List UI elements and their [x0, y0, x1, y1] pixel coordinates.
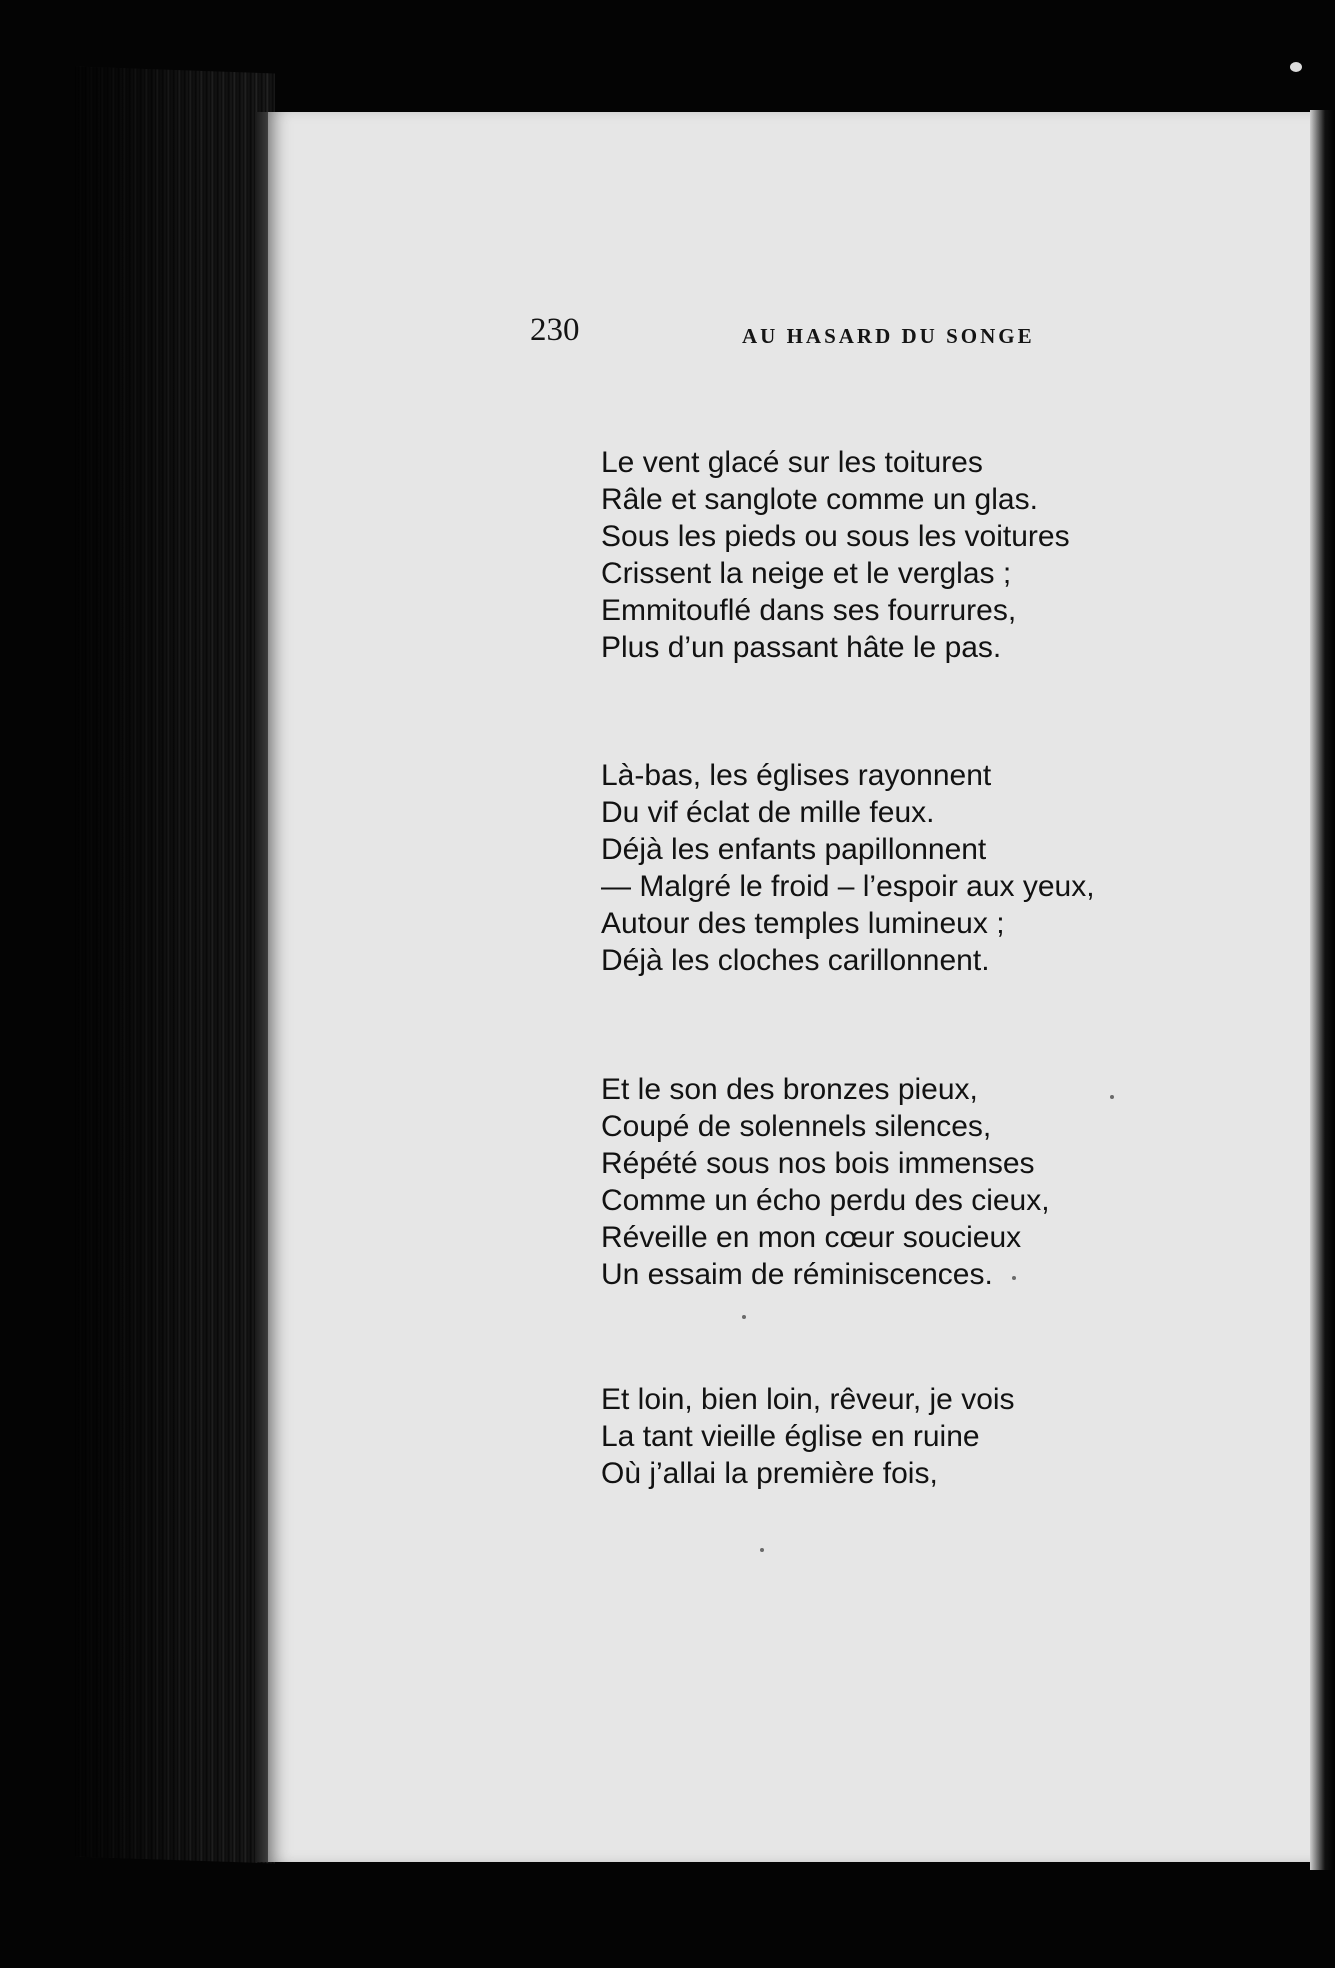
stanza-3 — [601, 1071, 1050, 1293]
page-right-edge — [1310, 110, 1335, 1870]
verse-line: Crissent la neige et le verglas ; — [601, 557, 1012, 590]
verse-line: Répété sous nos bois immenses — [601, 1147, 1035, 1180]
verse-line: Le vent glacé sur les toitures — [601, 446, 983, 479]
book-page-edges — [75, 67, 275, 1864]
page-number: 230 — [530, 312, 580, 348]
verse-line: Emmitouflé dans ses fourrures, — [601, 594, 1017, 627]
verse-line: Un essaim de réminiscences. — [601, 1258, 993, 1291]
verse-line: Coupé de solennels silences, — [601, 1110, 992, 1143]
dust-speck — [760, 1548, 764, 1552]
verse-line: Là-bas, les églises rayonnent — [601, 759, 992, 792]
verse-line: Du vif éclat de mille feux. — [601, 796, 935, 829]
stanza-2 — [601, 757, 1095, 979]
verse-line: Où j’allai la première fois, — [601, 1457, 938, 1490]
verse-line: Et le son des bronzes pieux, — [601, 1073, 978, 1106]
verse-line: Comme un écho perdu des cieux, — [601, 1184, 1050, 1217]
dust-speck — [1012, 1276, 1016, 1280]
verse-line: Déjà les enfants papillonnent — [601, 833, 987, 866]
verse-line: Râle et sanglote comme un glas. — [601, 483, 1038, 516]
verse-line: Déjà les cloches carillonnent. — [601, 944, 990, 977]
stanza-1 — [601, 444, 1070, 666]
stanza-4 — [601, 1381, 1015, 1492]
verse-line: Sous les pieds ou sous les voitures — [601, 520, 1070, 553]
verse-line: — Malgré le froid – l’espoir aux yeux, — [601, 870, 1095, 903]
verse-line: Autour des temples lumineux ; — [601, 907, 1005, 940]
verse-line: Plus d’un passant hâte le pas. — [601, 631, 1002, 664]
verse-line: Réveille en mon cœur soucieux — [601, 1221, 1022, 1254]
book-page — [268, 112, 1318, 1862]
verse-line: La tant vieille église en ruine — [601, 1420, 980, 1453]
dust-speck — [1110, 1095, 1114, 1099]
verse-line: Et loin, bien loin, rêveur, je vois — [601, 1383, 1015, 1416]
running-title: AU HASARD DU SONGE — [742, 324, 1035, 348]
dust-speck — [742, 1315, 746, 1319]
dust-speck — [1290, 62, 1302, 72]
